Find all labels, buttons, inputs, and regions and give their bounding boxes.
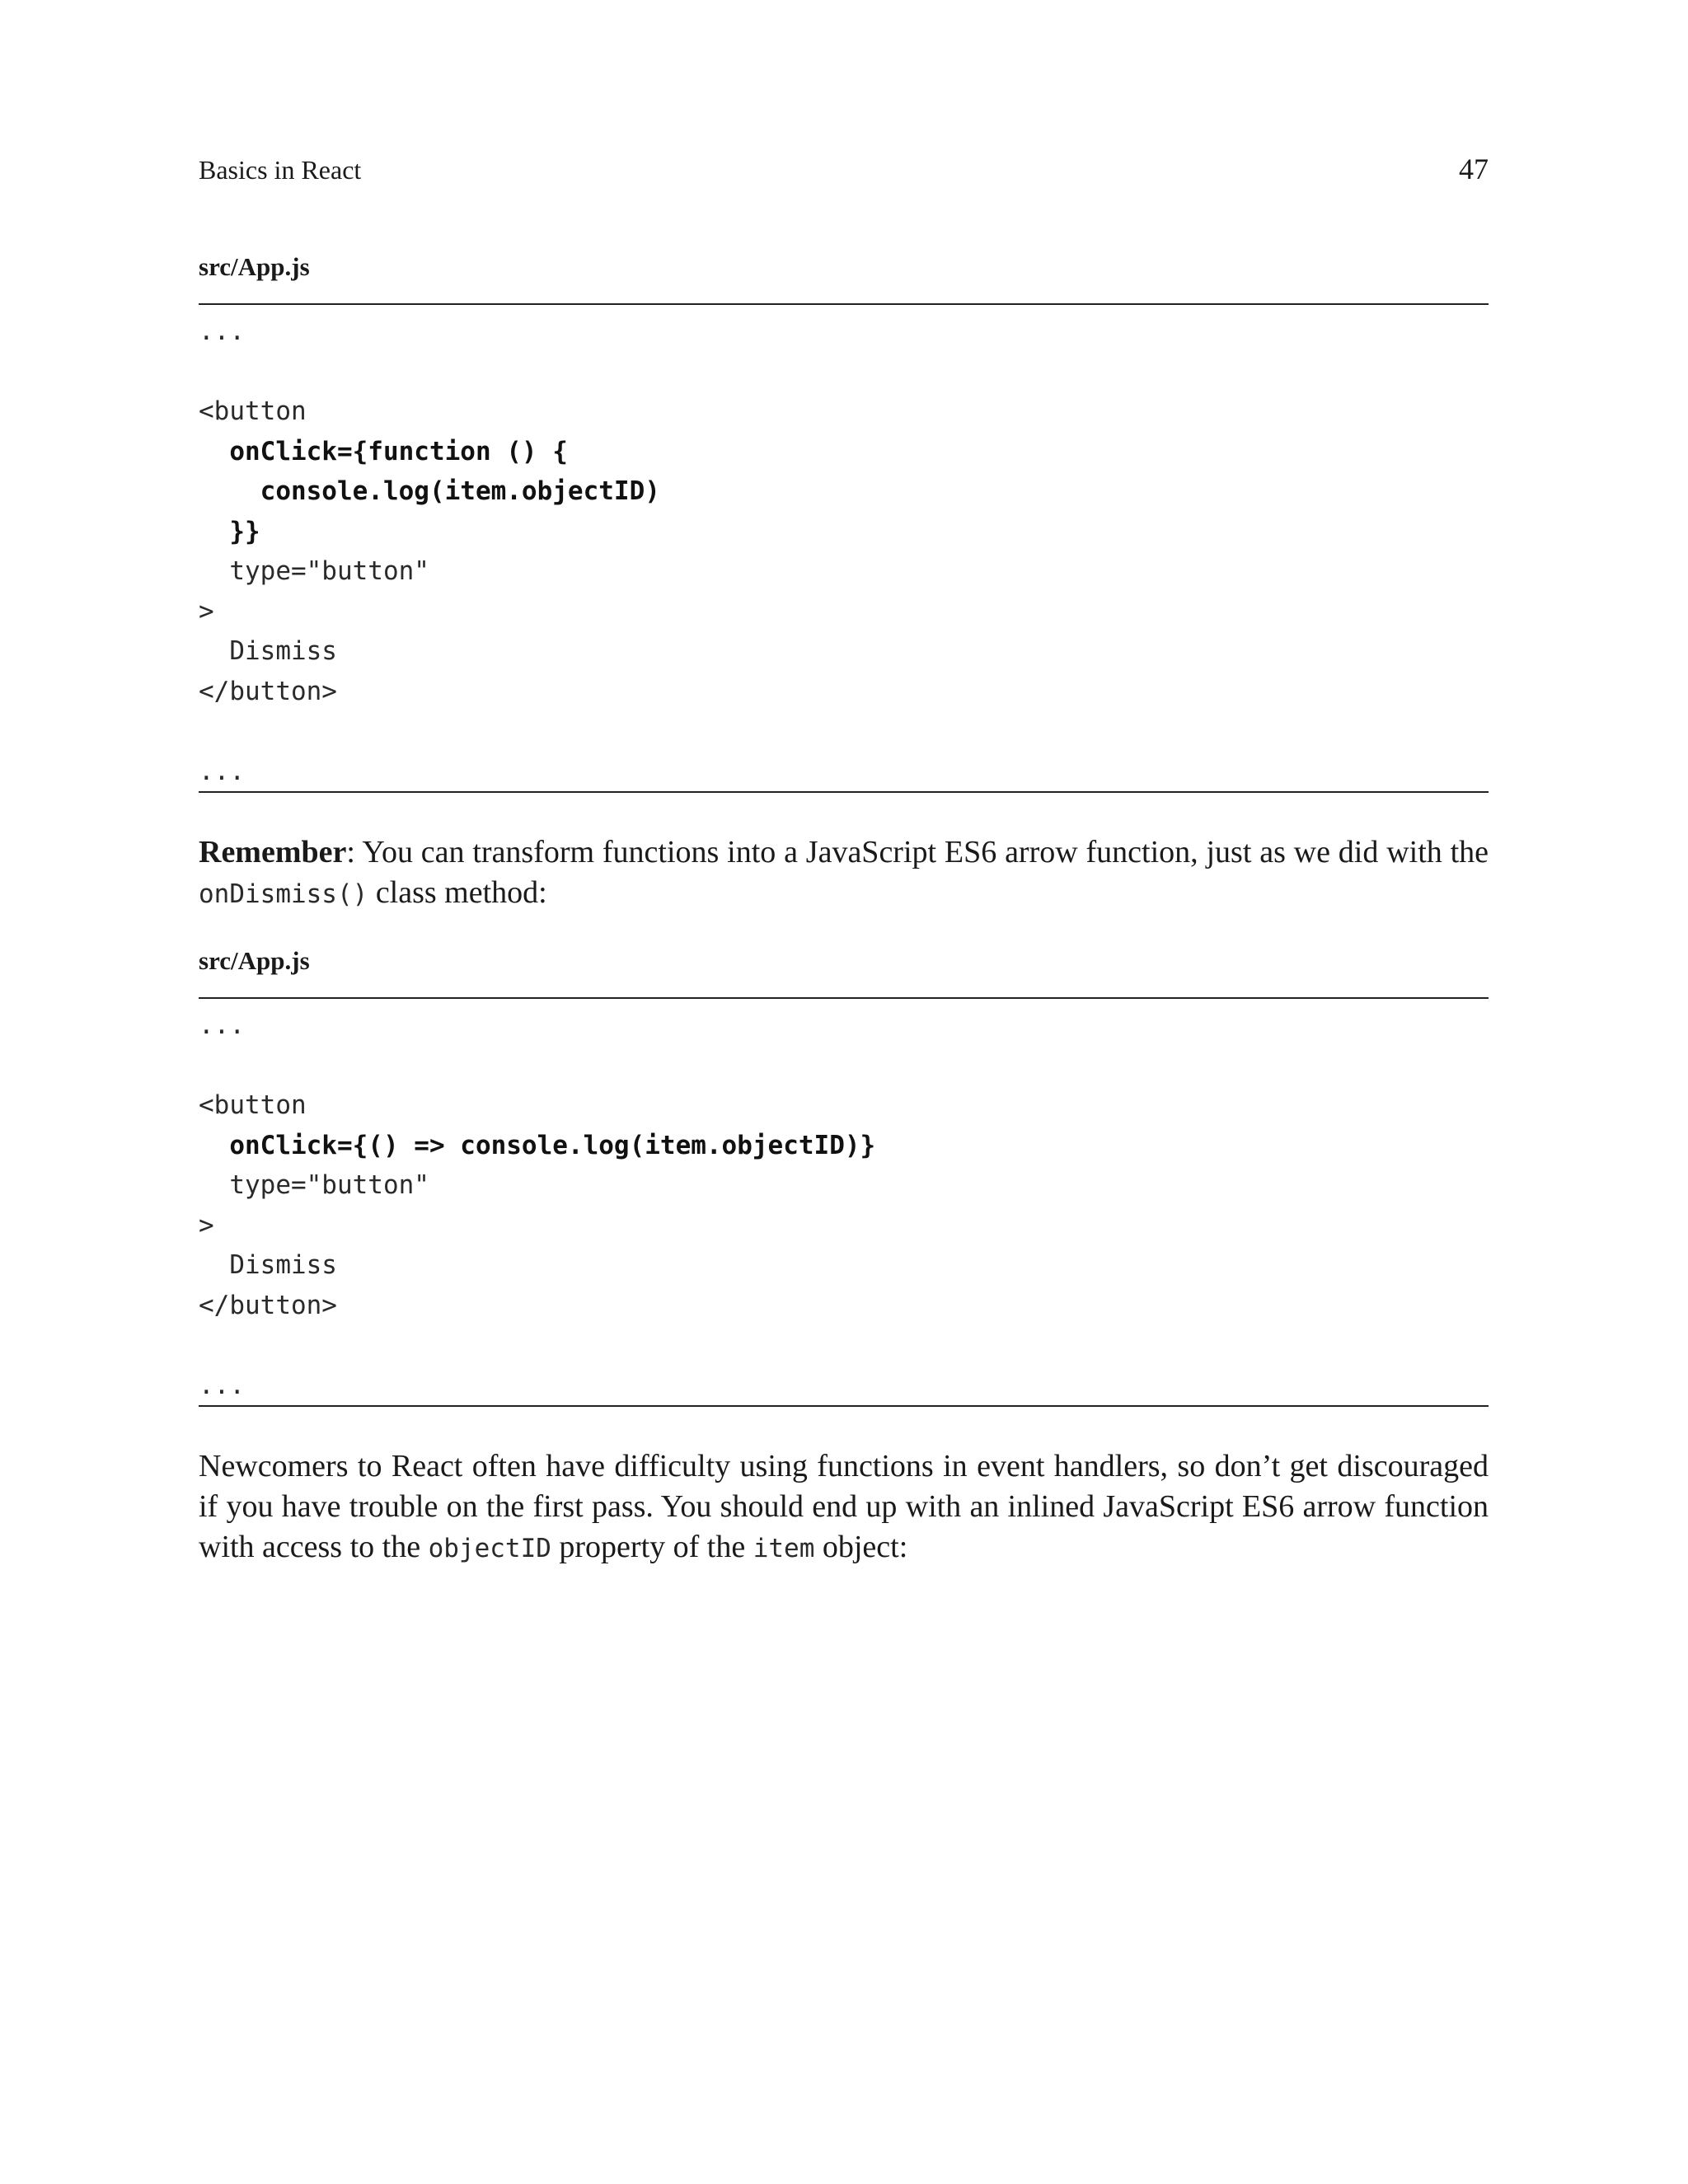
inline-code-objectid: objectID <box>428 1534 551 1563</box>
inline-code-ondismiss: onDismiss() <box>199 879 368 909</box>
code-line: </button> <box>199 1290 337 1320</box>
code-line <box>199 352 1489 392</box>
code-line: <button <box>199 396 307 426</box>
code-line: type="button" <box>199 556 429 586</box>
code-block-2 <box>199 997 1489 1407</box>
code-line <box>199 1046 1489 1086</box>
remember-label: Remember <box>199 835 347 869</box>
remember-paragraph <box>199 832 1489 915</box>
newcomers-paragraph <box>199 1446 1489 1569</box>
code-line: ... <box>199 1370 245 1400</box>
inline-code-item: item <box>753 1534 815 1563</box>
code-line: onClick={function () { <box>199 436 568 466</box>
code-line: console.log(item.objectID) <box>199 476 660 506</box>
remember-text-a: : You can transform functions into a JavaScript ES6 arrow function, just as we did with the <box>346 835 1489 869</box>
code-line: Dismiss <box>199 636 337 666</box>
code-line: ... <box>199 1010 245 1040</box>
running-header <box>199 152 1489 191</box>
code-line: > <box>199 596 214 626</box>
newcomers-text-a: Newcomers to React often have difficulty using functions in event handlers, so don’t get discouraged if you have trouble on the first pass. You should end up with an inlined JavaScript ES6 arrow function with access to the <box>199 1449 1489 1564</box>
code-line: onClick={() => console.log(item.objectID)} <box>199 1130 876 1160</box>
code-line: Dismiss <box>199 1250 337 1280</box>
newcomers-text-c: object: <box>814 1530 908 1564</box>
code-line: type="button" <box>199 1170 429 1200</box>
page-number: 47 <box>1459 152 1489 185</box>
code-line: > <box>199 1210 214 1240</box>
remember-text-b: class method: <box>368 875 547 910</box>
code-line: ... <box>199 756 245 786</box>
code-block-1 <box>199 303 1489 793</box>
code-line: ... <box>199 316 245 346</box>
chapter-title: Basics in React <box>199 155 362 185</box>
code-caption-2: src/App.js <box>199 946 310 975</box>
code-line <box>199 1325 1489 1366</box>
code-line: }} <box>199 516 260 546</box>
code-line <box>199 711 1489 752</box>
code-line: <button <box>199 1090 307 1120</box>
newcomers-text-b: property of the <box>551 1530 753 1564</box>
code-line: </button> <box>199 676 337 706</box>
code-caption-1: src/App.js <box>199 252 310 281</box>
